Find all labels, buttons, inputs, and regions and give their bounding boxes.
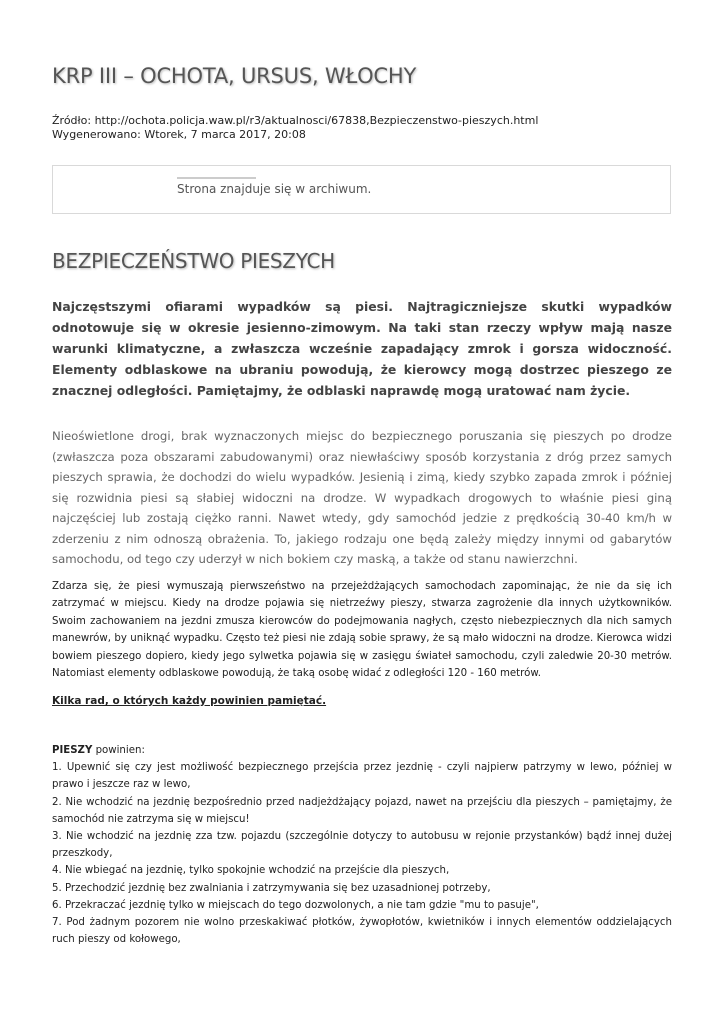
list-item: 4. Nie wbiegać na jezdnię, tylko spokojnie wchodzić na przejście dla pieszych, <box>52 865 450 877</box>
archive-notice: Strona znajduje się w archiwum. <box>177 182 372 196</box>
advice-heading: Kilka rad, o których każdy powinien pamiętać. <box>52 695 327 707</box>
list-item: 2. Nie wchodzić na jezdnię bezpośrednio przed nadjeżdżający pojazd, nawet na przejściu dla pieszych – pamiętajmy, że samochód nie zatrzyma się w miejscu! <box>52 796 672 825</box>
article-lead: Najczęstszymi ofiarami wypadków są piesi. Najtragiczniejsze skutki wypadków odnotowuje się w okresie jesienno-zimowym. Na taki stan rzeczy wpływ mają nasze warunki klimatyczne, a zwłaszcza wcześnie zapadający zmrok i gorsza widoczność. Elementy odblaskowe na ubraniu powodują, że kierowcy mogą dostrzec pieszego ze znacznej odległości. Pamiętajmy, że odblaski naprawdę mogą uratować nam życie. <box>52 299 672 398</box>
pedestrian-suffix: powinien: <box>92 745 145 756</box>
article-title: BEZPIECZEŃSTWO PIESZYCH <box>52 249 335 273</box>
list-item: 1. Upewnić się czy jest możliwość bezpiecznego przejścia przez jezdnię - czyli najpierw patrzymy w lewo, później w prawo i jeszcze raz w lewo, <box>52 762 672 791</box>
pedestrian-rules-list <box>52 759 672 948</box>
source-line: Źródło: http://ochota.policja.waw.pl/r3/aktualnosci/67838,Bezpieczenstwo-pieszych.html <box>52 114 539 127</box>
site-title: KRP III – OCHOTA, URSUS, WŁOCHY <box>52 64 417 88</box>
generated-line: Wygenerowano: Wtorek, 7 marca 2017, 20:08 <box>52 128 306 141</box>
pedestrian-intro <box>52 742 672 759</box>
article-intro: Nieoświetlone drogi, brak wyznaczonych miejsc do bezpiecznego poruszania się pieszych po drodze (zwłaszcza poza obszarami zabudowanymi) oraz niewłaściwy sposób korzystania z dróg przez samych pieszych sprawia, że dochodzi do wielu wypadków. Jesienią i zimą, kiedy szybko zapada zmrok i później się rozwidnia piesi są słabiej widoczni na drodze. W wypadkach drogowych to właśnie piesi giną najczęściej lub zostają ciężko ranni. Nawet wtedy, gdy samochód jedzie z prędkością 30-40 km/h w zderzeniu z nim odnoszą obrażenia. To, jakiego rodzaju one będą zależy między innymi od gabarytów samochodu, od tego czy uderzył w nich bokiem czy maską, a także od stanu nawierzchni. <box>52 429 672 566</box>
pedestrian-label: PIESZY <box>52 745 93 756</box>
pedestrian-advice <box>52 742 672 948</box>
list-item: 6. Przekraczać jezdnię tylko w miejscach do tego dozwolonych, a nie tam gdzie "mu to pasuje", <box>52 899 539 911</box>
list-item: 5. Przechodzić jezdnię bez zwalniania i zatrzymywania się bez uzasadnionej potrzeby, <box>52 882 491 894</box>
list-item: 3. Nie wchodzić na jezdnię zza tzw. pojazdu (szczególnie dotyczy to autobusu w rejonie przystanków) bądź innej dużej przeszkody, <box>52 831 672 860</box>
list-item: 7. Pod żadnym pozorem nie wolno przeskakiwać płotków, żywopłotów, kwietników i innych elementów oddzielających ruch pieszy od kołowego, <box>52 917 672 946</box>
article-body: Zdarza się, że piesi wymuszają pierwszeństwo na przejeżdżających samochodach zapominając, że nie da się ich zatrzymać w miejscu. Kiedy na drodze pojawia się nietrzeźwy pieszy, stwarza zagrożenie dla innych użytkowników. Swoim zachowaniem na jezdni zmusza kierowców do podejmowania nagłych, często niebezpiecznych dla nich samych manewrów, by uniknąć wypadku. Często też piesi nie zdają sobie sprawy, że są mało widoczni na drodze. Kierowca widzi bowiem pieszego dopiero, kiedy jego sylwetka pojawia się w zasięgu świateł samochodu, czyli zaledwie 20-30 metrów. Natomiast elementy odblaskowe powodują, że taką osobę widać z odległości 120 - 160 metrów. <box>52 581 672 680</box>
archive-notice-box <box>52 165 671 214</box>
archive-divider <box>177 177 256 179</box>
document-meta <box>52 114 538 142</box>
